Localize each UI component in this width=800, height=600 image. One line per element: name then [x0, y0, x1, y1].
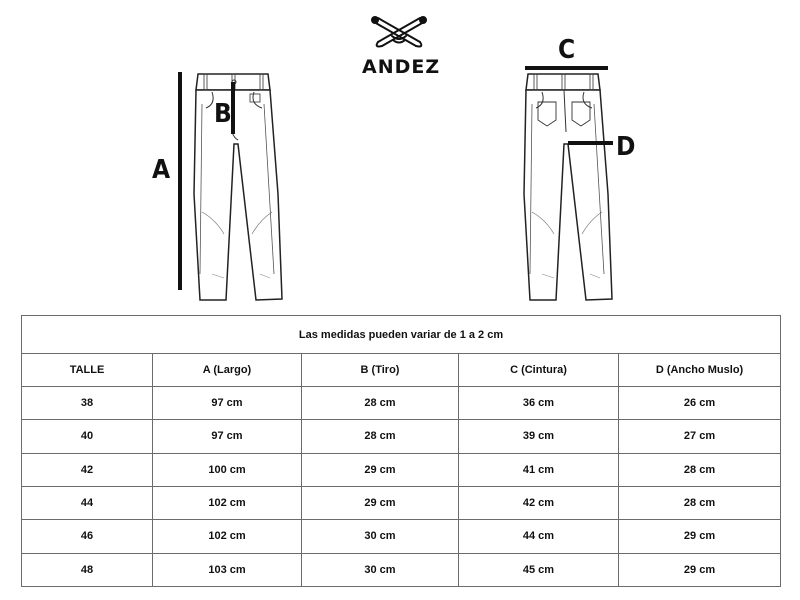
- table-header-row: [22, 354, 781, 387]
- label-b: B: [214, 99, 232, 129]
- size-chart-table: [21, 315, 781, 587]
- cell-largo: 103 cm: [153, 553, 302, 586]
- label-c: C: [558, 35, 576, 65]
- cell-cintura: 44 cm: [459, 520, 619, 553]
- cell-cintura: 39 cm: [459, 420, 619, 453]
- cell-tiro: 29 cm: [302, 486, 459, 519]
- cell-largo: 102 cm: [153, 486, 302, 519]
- header-talle: TALLE: [22, 354, 153, 387]
- table-row: [22, 453, 781, 486]
- brand-logo-text: ANDEZ: [362, 56, 441, 78]
- table-row: [22, 420, 781, 453]
- cell-ancho-muslo: 29 cm: [619, 520, 781, 553]
- cell-largo: 97 cm: [153, 420, 302, 453]
- table-row: [22, 520, 781, 553]
- cell-tiro: 30 cm: [302, 553, 459, 586]
- size-chart-table-wrap: [21, 315, 780, 587]
- cell-tiro: 28 cm: [302, 387, 459, 420]
- cell-cintura: 41 cm: [459, 453, 619, 486]
- table-row: [22, 553, 781, 586]
- header-tiro: B (Tiro): [302, 354, 459, 387]
- cell-tiro: 30 cm: [302, 520, 459, 553]
- label-a: A: [152, 155, 171, 185]
- header-largo: A (Largo): [153, 354, 302, 387]
- cell-talle: 48: [22, 553, 153, 586]
- label-d: D: [616, 132, 636, 162]
- cell-ancho-muslo: 28 cm: [619, 453, 781, 486]
- cell-largo: 100 cm: [153, 453, 302, 486]
- cell-ancho-muslo: 28 cm: [619, 486, 781, 519]
- cell-largo: 97 cm: [153, 387, 302, 420]
- cell-talle: 46: [22, 520, 153, 553]
- header-cintura: C (Cintura): [459, 354, 619, 387]
- table-row: [22, 387, 781, 420]
- cell-talle: 38: [22, 387, 153, 420]
- table-row: [22, 486, 781, 519]
- back-pants-drawing: [524, 74, 612, 300]
- front-pants-drawing: [194, 74, 282, 300]
- cell-cintura: 42 cm: [459, 486, 619, 519]
- table-title: Las medidas pueden variar de 1 a 2 cm: [22, 316, 781, 354]
- cell-cintura: 45 cm: [459, 553, 619, 586]
- header-ancho-muslo: D (Ancho Muslo): [619, 354, 781, 387]
- cell-tiro: 28 cm: [302, 420, 459, 453]
- cell-talle: 44: [22, 486, 153, 519]
- cell-talle: 40: [22, 420, 153, 453]
- cell-largo: 102 cm: [153, 520, 302, 553]
- cell-cintura: 36 cm: [459, 387, 619, 420]
- cell-tiro: 29 cm: [302, 453, 459, 486]
- cell-ancho-muslo: 26 cm: [619, 387, 781, 420]
- cell-talle: 42: [22, 453, 153, 486]
- cell-ancho-muslo: 29 cm: [619, 553, 781, 586]
- cell-ancho-muslo: 27 cm: [619, 420, 781, 453]
